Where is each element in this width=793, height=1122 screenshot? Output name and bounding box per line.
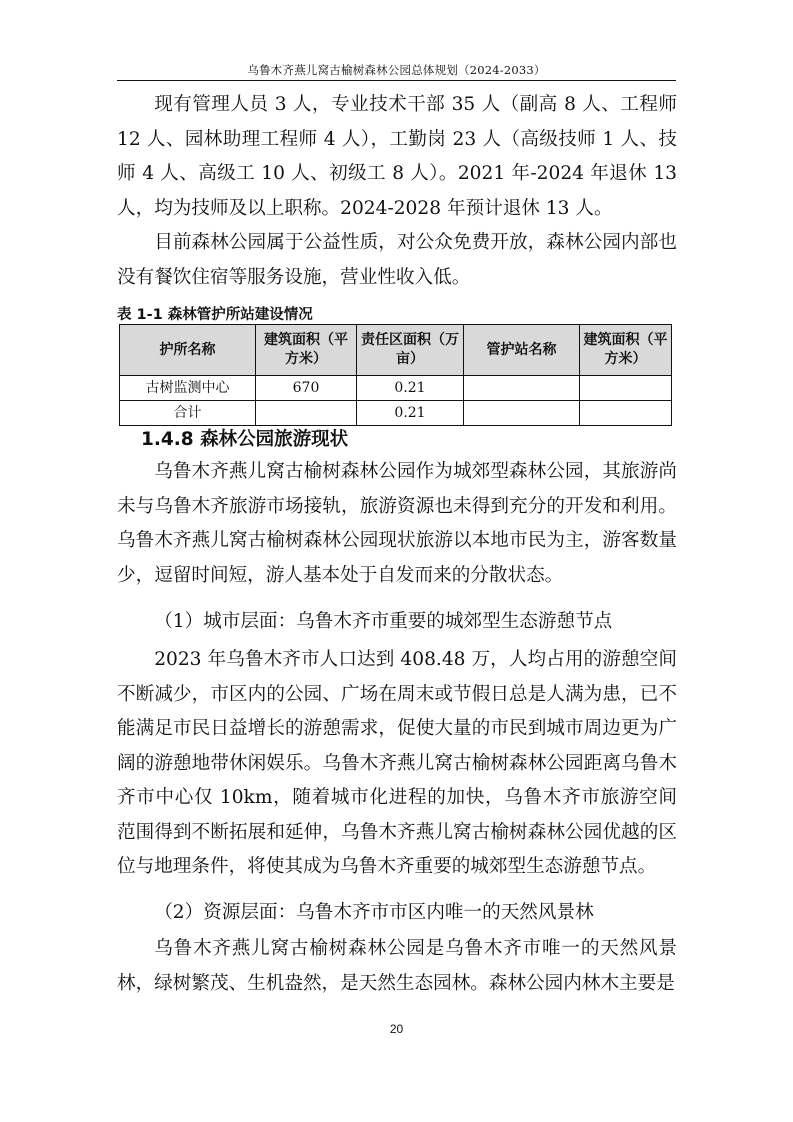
table-header-cell: 建筑面积（平方米） [256, 325, 357, 376]
revenue-paragraph: 目前森林公园属于公益性质，对公众免费开放，森林公园内部也没有餐饮住宿等服务设施，营业性收入低。 [117, 232, 677, 288]
table-caption: 表 1-1 森林管护所站建设情况 [117, 307, 313, 323]
page-number: 20 [389, 1022, 404, 1036]
resource-level-paragraph: 乌鲁木齐燕儿窝古榆树森林公园是乌鲁木齐市唯一的天然风景林，绿树繁茂、生机盎然，是天然生态园林。森林公园内林木主要是 [117, 938, 677, 994]
staff-paragraph: 现有管理人员 3 人，专业技术干部 35 人（副高 8 人、工程师 12 人、园林助理工程师 4 人），工勤岗 23 人（高级技师 1 人、技师 4 人、高级工 10 人、初级工 8 人）。2021 年-2024 年退休 13 人，均为技师及以上职称。2024-2028 年预计退休 13 人。 [117, 94, 677, 219]
city-level-title: （1）城市层面：乌鲁木齐市重要的城郊型生态游憩节点 [154, 611, 613, 632]
city-level-paragraph: 2023 年乌鲁木齐市人口达到 408.48 万，人均占用的游憩空间不断减少，市区内的公园、广场在周末或节假日总是人满为患，已不能满足市民日益增长的游憩需求，促使大量的市民到城市周边更为广阔的游憩地带休闲娱乐。乌鲁木齐燕儿窝古榆树森林公园距离乌鲁木齐市中心仅 10km，随着城市化进程的加快，乌鲁木齐市旅游空间范围得到不断拓展和延伸，乌鲁木齐燕儿窝古榆树森林公园优越的区位与地理条件，将使其成为乌鲁木齐重要的城郊型生态游憩节点。 [117, 649, 677, 877]
table-header-cell: 护所名称 [120, 325, 256, 376]
section-heading: 1.4.8 森林公园旅游现状 [141, 429, 349, 450]
table-cell: 古树监测中心 [120, 376, 256, 401]
table-cell [580, 401, 672, 426]
table-cell: 合计 [120, 401, 256, 426]
table-header-cell: 管护站名称 [464, 325, 580, 376]
management-station-table [119, 324, 672, 426]
table-cell: 670 [256, 376, 357, 401]
table-cell [464, 376, 580, 401]
resource-level-title: （2）资源层面：乌鲁木齐市市区内唯一的天然风景林 [154, 902, 594, 923]
table-cell [464, 401, 580, 426]
table-cell: 0.21 [357, 376, 464, 401]
table-header-row [120, 325, 672, 376]
table-row [120, 376, 672, 401]
table-cell: 0.21 [357, 401, 464, 426]
table-header-cell: 责任区面积（万亩） [357, 325, 464, 376]
table-row [120, 401, 672, 426]
tourism-status-paragraph: 乌鲁木齐燕儿窝古榆树森林公园作为城郊型森林公园，其旅游尚未与乌鲁木齐旅游市场接轨，旅游资源也未得到充分的开发和利用。乌鲁木齐燕儿窝古榆树森林公园现状旅游以本地市民为主，游客数量少，逗留时间短，游人基本处于自发而来的分散状态。 [117, 461, 677, 586]
table-header-cell: 建筑面积（平方米） [580, 325, 672, 376]
page-header: 乌鲁木齐燕儿窝古榆树森林公园总体规划（2024-2033） [247, 63, 546, 77]
table-cell [580, 376, 672, 401]
table-cell [256, 401, 357, 426]
header-rule [117, 80, 676, 81]
